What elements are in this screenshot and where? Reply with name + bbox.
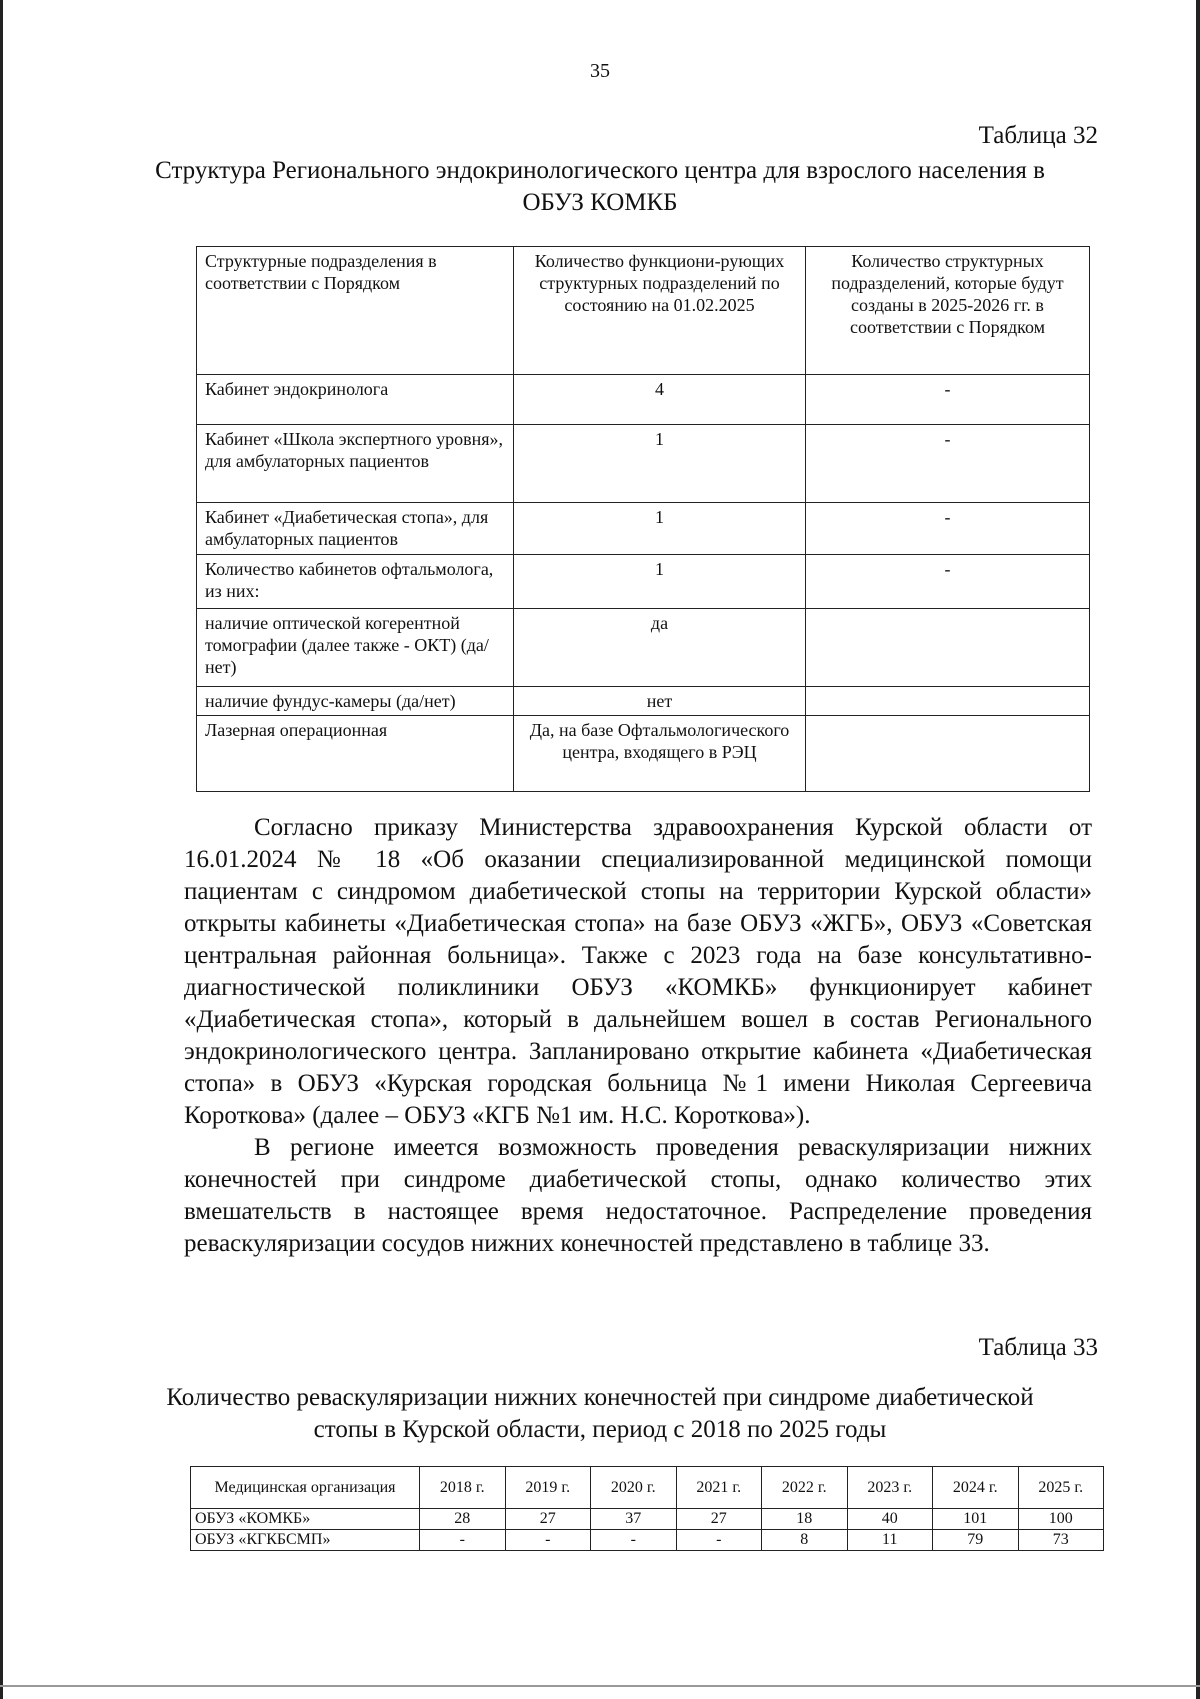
table33-header-cell: 2023 г. <box>847 1467 933 1509</box>
table32-header-cell: Количество функциони-рующих структурных подразделений по состоянию на 01.02.2025 <box>514 247 806 375</box>
table33-cell: - <box>420 1530 506 1551</box>
table33-header-cell: 2021 г. <box>676 1467 762 1509</box>
table33-cell: 100 <box>1018 1509 1104 1530</box>
table33-cell: 79 <box>933 1530 1019 1551</box>
table33-cell: 11 <box>847 1530 933 1551</box>
table33-cell: 8 <box>762 1530 848 1551</box>
paragraph: В регионе имеется возможность проведения реваскуляризации нижних конечностей при синдроме диабетической стопы, однако количество этих вмешательств в настоящее время недостаточное. Распределение проведения реваскуляризации сосудов нижних конечностей представлено в таблице 33. <box>184 1134 1092 1257</box>
table33-caption: Таблица 33 <box>978 1334 1098 1361</box>
table32-cell: 4 <box>514 375 806 425</box>
table32-row <box>197 425 1090 503</box>
table32-cell: наличие фундус-камеры (да/нет) <box>197 687 514 716</box>
table32-cell: да <box>514 609 806 687</box>
table32-cell: 1 <box>514 555 806 609</box>
table32-cell: 1 <box>514 425 806 503</box>
table32-row <box>197 687 1090 716</box>
table32-caption: Таблица 32 <box>978 122 1098 149</box>
page-edge-right <box>1196 0 1200 1699</box>
table32-cell: Кабинет «Диабетическая стопа», для амбулаторных пациентов <box>197 503 514 555</box>
table33-header-cell: 2020 г. <box>591 1467 677 1509</box>
table33-title: Количество реваскуляризации нижних конечностей при синдроме диабетической стопы в Курской области, период с 2018 по 2025 годы <box>166 1384 1034 1443</box>
table32-cell: Лазерная операционная <box>197 716 514 792</box>
table33-cell: - <box>505 1530 591 1551</box>
table32-cell: - <box>806 503 1090 555</box>
table33-row <box>191 1509 1104 1530</box>
table33-cell: 18 <box>762 1509 848 1530</box>
table33-header-cell: 2024 г. <box>933 1467 1019 1509</box>
table32-cell: - <box>806 555 1090 609</box>
table32-header-cell: Количество структурных подразделений, которые будут созданы в 2025-2026 гг. в соответствии с Порядком <box>806 247 1090 375</box>
table32-cell: - <box>806 375 1090 425</box>
table33-cell: 73 <box>1018 1530 1104 1551</box>
table33-cell: 40 <box>847 1509 933 1530</box>
page-edge-bottom <box>0 1685 1200 1687</box>
table33-cell: 101 <box>933 1509 1019 1530</box>
table33-header-cell: 2025 г. <box>1018 1467 1104 1509</box>
paragraph: Согласно приказу Министерства здравоохранения Курской области от 16.01.2024 № 18 «Об оказании специализированной медицинской помощи пациентам с синдромом диабетической стопы на территории Курской области» открыты кабинеты «Диабетическая стопа» на базе ОБУЗ «ЖГБ», ОБУЗ «Советская центральная районная больница». Также с 2023 года на базе консультативно-диагностической поликлиники ОБУЗ «КОМКБ» функционирует кабинет «Диабетическая стопа», который в дальнейшем вошел в состав Регионального эндокринологического центра. Запланировано открытие кабинета «Диабетическая стопа» в ОБУЗ «Курская городская больница №1 имени Николая Сергеевича Короткова» (далее – ОБУЗ «КГБ №1 им. Н.С. Короткова»). <box>184 814 1092 1129</box>
table33-cell: 27 <box>505 1509 591 1530</box>
table33-cell: ОБУЗ «КОМКБ» <box>191 1509 420 1530</box>
table32-row <box>197 716 1090 792</box>
table33-header-cell: 2019 г. <box>505 1467 591 1509</box>
page-edge-left <box>0 0 3 1699</box>
table32 <box>196 246 1090 792</box>
table32-title: Структура Регионального эндокринологического центра для взрослого населения в ОБУЗ КОМКБ <box>155 157 1045 216</box>
table33-cell: - <box>591 1530 677 1551</box>
table32-cell: Да, на базе Офтальмологического центра, входящего в РЭЦ <box>514 716 806 792</box>
table32-row <box>197 609 1090 687</box>
table32-row <box>197 503 1090 555</box>
table33-cell: 37 <box>591 1509 677 1530</box>
page-number: 35 <box>590 60 610 82</box>
table32-cell <box>806 687 1090 716</box>
table32-cell: наличие оптической когерентной томографии (далее также - ОКТ) (да/нет) <box>197 609 514 687</box>
table32-row <box>197 555 1090 609</box>
table32-cell: Кабинет эндокринолога <box>197 375 514 425</box>
table32-cell: Количество кабинетов офтальмолога, из них: <box>197 555 514 609</box>
table33-cell: - <box>676 1530 762 1551</box>
table33-row <box>191 1530 1104 1551</box>
table33 <box>190 1466 1104 1551</box>
table32-row <box>197 375 1090 425</box>
table32-cell <box>806 716 1090 792</box>
table32-cell: 1 <box>514 503 806 555</box>
body-text <box>184 812 1092 1260</box>
table33-cell: ОБУЗ «КГКБСМП» <box>191 1530 420 1551</box>
table33-header-cell: Медицинская организация <box>191 1467 420 1509</box>
table32-cell: Кабинет «Школа экспертного уровня», для амбулаторных пациентов <box>197 425 514 503</box>
table32-cell: - <box>806 425 1090 503</box>
table32-cell: нет <box>514 687 806 716</box>
table33-cell: 28 <box>420 1509 506 1530</box>
table33-cell: 27 <box>676 1509 762 1530</box>
table32-cell <box>806 609 1090 687</box>
table33-header-cell: 2022 г. <box>762 1467 848 1509</box>
table33-header-cell: 2018 г. <box>420 1467 506 1509</box>
table32-header-cell: Структурные подразделения в соответствии с Порядком <box>197 247 514 375</box>
